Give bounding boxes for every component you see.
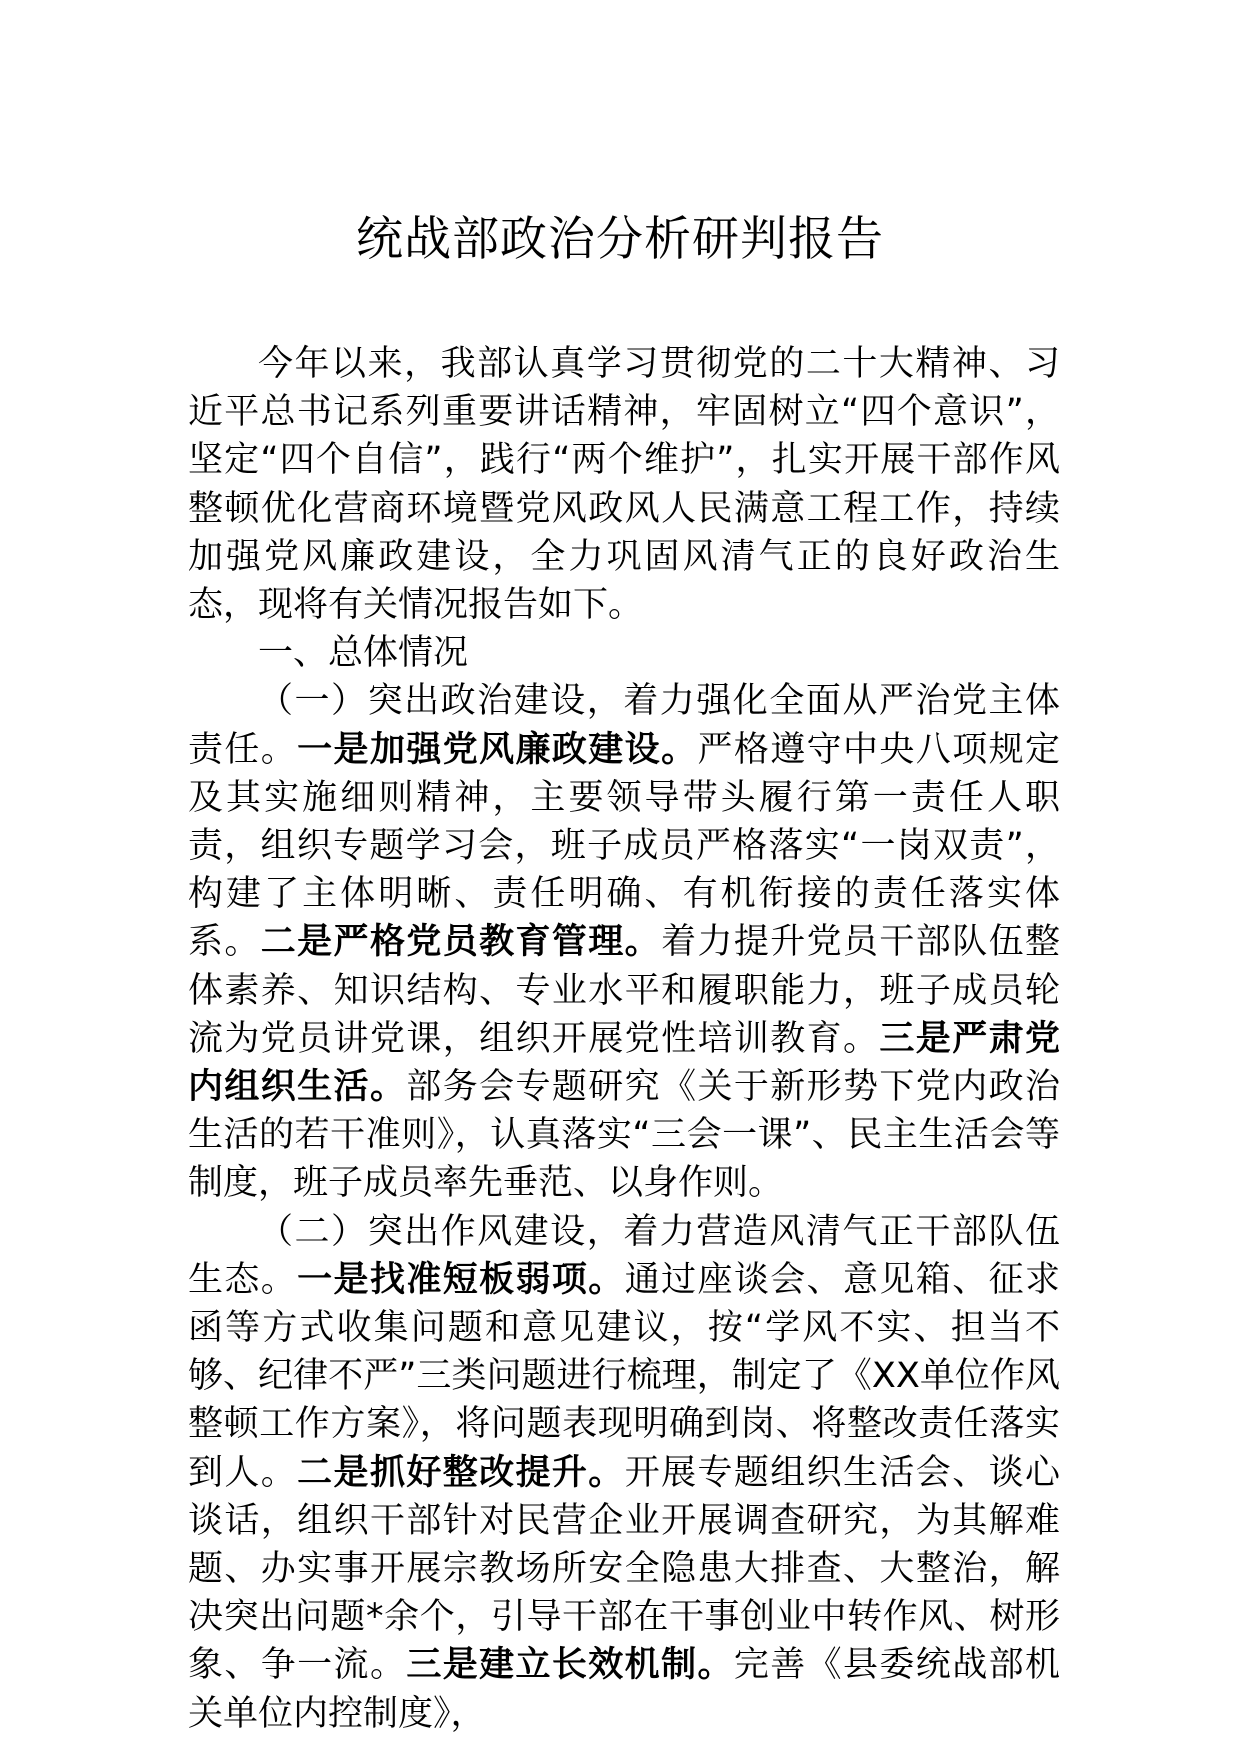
subsection-2-point-3-text: 完善《县委统战部机关单位内控制度》， — [188, 1645, 1060, 1734]
subsection-1-point-2-text: 着力提升党员干部队伍整体素养、知识结构、专业水平和履职能力，班子成员轮流为党员讲党课，组织开展党性培训教育。 — [188, 922, 1060, 1059]
intro-paragraph: 今年以来，我部认真学习贯彻党的二十大精神、习近平总书记系列重要讲话精神，牢固树立“四个意识”，坚定“四个自信”，践行“两个维护”，扎实开展干部作风整顿优化营商环境暨党风政风人民满意工程工作，持续加强党风廉政建设，全力巩固风清气正的良好政治生态，现将有关情况报告如下。 — [188, 344, 1060, 626]
subsection-1-lead: （一）突出政治建设，着力强化全面从严治党主体责任。 — [188, 681, 1060, 770]
subsection-2-point-1-text: 通过座谈会、意见箱、征求函等方式收集问题和意见建议，按“学风不实、担当不够、纪律不严”三类问题进行梳理，制定了《XX单位作风整顿工作方案》，将问题表现明确到岗、将整改责任落实到人。 — [188, 1259, 1060, 1493]
subsection-2-paragraph — [188, 1208, 1060, 1738]
subsection-2-lead: （二）突出作风建设，着力营造风清气正干部队伍生态。 — [188, 1211, 1060, 1300]
subsection-1-paragraph — [188, 677, 1060, 1207]
subsection-2-point-3-heading: 三是建立长效机制。 — [406, 1645, 734, 1686]
subsection-2-point-2-heading: 二是抓好整改提升。 — [297, 1452, 625, 1493]
subsection-2-point-1-heading: 一是找准短板弱项。 — [297, 1259, 625, 1300]
subsection-1-point-2-heading: 二是严格党员教育管理。 — [260, 922, 662, 963]
subsection-1-point-3-text: 部务会专题研究《关于新形势下党内政治生活的若干准则》，认真落实“三会一课”、民主生活会等制度，班子成员率先垂范、以身作则。 — [188, 1067, 1060, 1204]
subsection-2-point-2-text: 开展专题组织生活会、谈心谈话，组织干部针对民营企业开展调查研究，为其解难题、办实事开展宗教场所安全隐患大排查、大整治，解决突出问题*余个，引导干部在干事创业中转作风、树形象、争一流。 — [188, 1452, 1060, 1686]
subsection-1-point-1-text: 严格遵守中央八项规定及其实施细则精神，主要领导带头履行第一责任人职责，组织专题学习会，班子成员严格落实“一岗双责”，构建了主体明晰、责任明确、有机衔接的责任落实体系。 — [188, 729, 1060, 963]
document-title: 统战部政治分析研判报告 — [356, 212, 884, 267]
section-heading: 一、总体情况 — [258, 633, 469, 674]
subsection-1-point-1-heading: 一是加强党风廉政建设。 — [297, 729, 698, 770]
document-body — [188, 340, 1060, 1738]
subsection-1-point-3-heading: 三是严肃党内组织生活。 — [188, 1018, 1060, 1108]
